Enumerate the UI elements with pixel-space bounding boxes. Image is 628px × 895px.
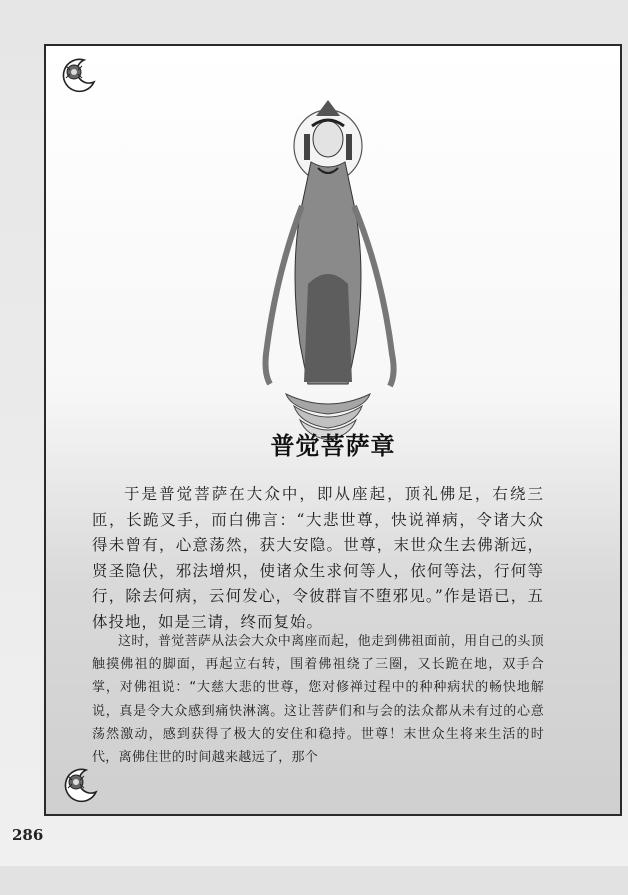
translation-text: 这时，普觉菩萨从法会大众中离座而起，他走到佛祖面前，用自己的头顶触摸佛祖的脚面，再起立右转，围着佛祖绕了三圈，又长跪在地，双手合掌，对佛祖说：“大慈大悲的世尊，您对修禅过程中的种种病状的畅快地解说，真是令大众感到痛快淋漓。这让菩萨们和与会的法众都从未有过的心意荡然激动，感到获得了极大的安住和稳持。世尊！末世众生将来生活的时代，离佛住世的时间越来越远了，那个	[92, 634, 544, 766]
scan-margin	[0, 866, 628, 895]
chapter-title: 普觉菩萨章	[270, 431, 396, 460]
classical-text: 于是普觉菩萨在大众中，即从座起，顶礼佛足，右绕三匝，长跪叉手，而白佛言：“大悲世尊，快说禅病，令诸大众得未曾有，心意荡然，获大安隐。世尊，末世众生去佛渐远，贤圣隐伏，邪法增炽，使诸众生求何等人，依何等法，行何等行，除去何病，云何发心，令彼群盲不堕邪见。”作是语已，五体投地，如是三请，终而复始。	[92, 485, 544, 631]
ornament-icon	[60, 766, 100, 806]
page-frame	[44, 44, 622, 816]
bodhisattva-figure	[256, 94, 406, 454]
page-number: 286	[12, 826, 44, 844]
ornament-icon	[58, 56, 98, 96]
